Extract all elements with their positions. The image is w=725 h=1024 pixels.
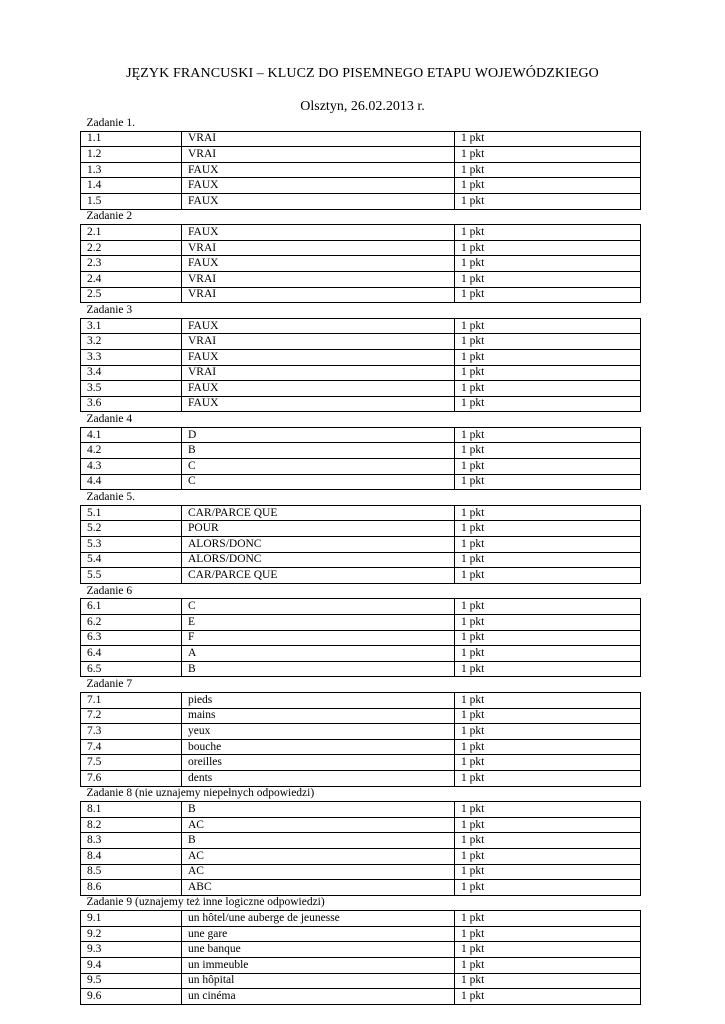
item-number-cell: 7.3: [81, 724, 182, 740]
answer-cell: FAUX: [182, 178, 455, 194]
task-header: Zadanie 3: [86, 303, 133, 316]
points-cell: 1 pkt: [455, 334, 641, 350]
item-number-cell: 2.3: [81, 256, 182, 272]
item-number-cell: 3.3: [81, 349, 182, 365]
answer-cell: mains: [182, 708, 455, 724]
points-cell: 1 pkt: [455, 396, 641, 412]
task-header: Zadanie 2: [86, 210, 133, 223]
answer-cell: B: [182, 833, 455, 849]
item-number-cell: 9.1: [81, 911, 182, 927]
item-number-cell: 9.3: [81, 942, 182, 958]
answer-cell: C: [182, 474, 455, 490]
item-number-cell: 6.3: [81, 630, 182, 646]
table-row: [81, 615, 641, 631]
table-row: [81, 802, 641, 818]
points-cell: 1 pkt: [455, 505, 641, 521]
item-number-cell: 1.4: [81, 178, 182, 194]
points-cell: 1 pkt: [455, 240, 641, 256]
points-cell: 1 pkt: [455, 271, 641, 287]
item-number-cell: 7.4: [81, 739, 182, 755]
answer-cell: FAUX: [182, 256, 455, 272]
table-row: [81, 880, 641, 896]
answer-cell: E: [182, 615, 455, 631]
answer-cell: D: [182, 427, 455, 443]
answer-cell: yeux: [182, 724, 455, 740]
task-header: Zadanie 8 (nie uznajemy niepełnych odpowiedzi): [86, 787, 315, 800]
table-row: [81, 833, 641, 849]
answer-cell: FAUX: [182, 162, 455, 178]
table-row: [81, 271, 641, 287]
points-cell: 1 pkt: [455, 989, 641, 1005]
item-number-cell: 8.5: [81, 864, 182, 880]
points-cell: 1 pkt: [455, 427, 641, 443]
answer-cell: un hôtel/une auberge de jeunesse: [182, 911, 455, 927]
table-row: [81, 349, 641, 365]
table-row: [81, 537, 641, 553]
points-cell: 1 pkt: [455, 381, 641, 397]
answer-cell: VRAI: [182, 147, 455, 163]
table-row: [81, 381, 641, 397]
task-header: Zadanie 4: [86, 413, 133, 426]
table-row: [81, 661, 641, 677]
table-row: [81, 599, 641, 615]
answer-cell: FAUX: [182, 193, 455, 209]
item-number-cell: 2.4: [81, 271, 182, 287]
points-cell: 1 pkt: [455, 630, 641, 646]
answer-cell: VRAI: [182, 287, 455, 303]
item-number-cell: 4.4: [81, 474, 182, 490]
answer-cell: B: [182, 802, 455, 818]
points-cell: 1 pkt: [455, 287, 641, 303]
item-number-cell: 2.1: [81, 225, 182, 241]
answer-cell: F: [182, 630, 455, 646]
points-cell: 1 pkt: [455, 178, 641, 194]
points-cell: 1 pkt: [455, 599, 641, 615]
points-cell: 1 pkt: [455, 147, 641, 163]
points-cell: 1 pkt: [455, 833, 641, 849]
table-row: [81, 973, 641, 989]
answer-cell: FAUX: [182, 396, 455, 412]
item-number-cell: 3.5: [81, 381, 182, 397]
table-row: [81, 131, 641, 147]
points-cell: 1 pkt: [455, 817, 641, 833]
item-number-cell: 8.4: [81, 848, 182, 864]
table-row: [81, 770, 641, 786]
points-cell: 1 pkt: [455, 958, 641, 974]
answer-cell: un hôpital: [182, 973, 455, 989]
table-row: [81, 911, 641, 927]
table-row: [81, 692, 641, 708]
item-number-cell: 6.5: [81, 661, 182, 677]
document-date: Olsztyn, 26.02.2013 r.: [300, 99, 425, 114]
item-number-cell: 8.1: [81, 802, 182, 818]
item-number-cell: 5.3: [81, 537, 182, 553]
task-header: Zadanie 7: [86, 678, 133, 691]
answer-cell: VRAI: [182, 334, 455, 350]
task-header-row: [81, 895, 641, 911]
task-header: Zadanie 6: [86, 584, 133, 597]
answer-cell: C: [182, 459, 455, 475]
table-row: [81, 147, 641, 163]
table-row: [81, 739, 641, 755]
task-header: Zadanie 1.: [86, 116, 136, 129]
item-number-cell: 3.4: [81, 365, 182, 381]
table-row: [81, 178, 641, 194]
item-number-cell: 1.1: [81, 131, 182, 147]
item-number-cell: 7.5: [81, 755, 182, 771]
item-number-cell: 6.4: [81, 646, 182, 662]
answer-cell: B: [182, 661, 455, 677]
points-cell: 1 pkt: [455, 864, 641, 880]
points-cell: 1 pkt: [455, 365, 641, 381]
points-cell: 1 pkt: [455, 193, 641, 209]
item-number-cell: 5.4: [81, 552, 182, 568]
answer-cell: une banque: [182, 942, 455, 958]
table-row: [81, 926, 641, 942]
item-number-cell: 5.2: [81, 521, 182, 537]
table-row: [81, 568, 641, 584]
task-header: Zadanie 9 (uznajemy też inne logiczne odpowiedzi): [86, 896, 325, 909]
table-row: [81, 942, 641, 958]
item-number-cell: 7.6: [81, 770, 182, 786]
table-row: [81, 396, 641, 412]
table-row: [81, 427, 641, 443]
answer-cell: C: [182, 599, 455, 615]
answer-cell: B: [182, 443, 455, 459]
table-row: [81, 365, 641, 381]
answer-cell: VRAI: [182, 365, 455, 381]
answer-cell: FAUX: [182, 381, 455, 397]
item-number-cell: 4.2: [81, 443, 182, 459]
answer-cell: ALORS/DONC: [182, 552, 455, 568]
answer-cell: un immeuble: [182, 958, 455, 974]
item-number-cell: 8.2: [81, 817, 182, 833]
table-row: [81, 958, 641, 974]
points-cell: 1 pkt: [455, 568, 641, 584]
answer-cell: oreilles: [182, 755, 455, 771]
table-row: [81, 443, 641, 459]
answer-cell: VRAI: [182, 131, 455, 147]
item-number-cell: 3.1: [81, 318, 182, 334]
item-number-cell: 3.6: [81, 396, 182, 412]
table-row: [81, 334, 641, 350]
task-header-row: [81, 677, 641, 693]
table-row: [81, 521, 641, 537]
points-cell: 1 pkt: [455, 848, 641, 864]
item-number-cell: 6.1: [81, 599, 182, 615]
points-cell: 1 pkt: [455, 615, 641, 631]
answer-cell: FAUX: [182, 318, 455, 334]
item-number-cell: 1.5: [81, 193, 182, 209]
item-number-cell: 4.3: [81, 459, 182, 475]
points-cell: 1 pkt: [455, 755, 641, 771]
table-row: [81, 256, 641, 272]
task-header: Zadanie 5.: [86, 491, 136, 504]
answer-cell: VRAI: [182, 240, 455, 256]
table-row: [81, 552, 641, 568]
table-row: [81, 755, 641, 771]
points-cell: 1 pkt: [455, 926, 641, 942]
document-title: JĘZYK FRANCUSKI – KLUCZ DO PISEMNEGO ETAPU WOJEWÓDZKIEGO: [126, 66, 599, 81]
answer-key-body: [81, 116, 641, 1004]
item-number-cell: 9.6: [81, 989, 182, 1005]
points-cell: 1 pkt: [455, 318, 641, 334]
answer-cell: POUR: [182, 521, 455, 537]
answer-key-table: [80, 116, 641, 1005]
answer-cell: bouche: [182, 739, 455, 755]
table-row: [81, 864, 641, 880]
table-row: [81, 474, 641, 490]
answer-cell: AC: [182, 817, 455, 833]
answer-cell: VRAI: [182, 271, 455, 287]
table-row: [81, 505, 641, 521]
item-number-cell: 1.3: [81, 162, 182, 178]
points-cell: 1 pkt: [455, 770, 641, 786]
answer-cell: A: [182, 646, 455, 662]
item-number-cell: 2.5: [81, 287, 182, 303]
table-row: [81, 162, 641, 178]
item-number-cell: 4.1: [81, 427, 182, 443]
table-row: [81, 225, 641, 241]
answer-cell: un cinéma: [182, 989, 455, 1005]
points-cell: 1 pkt: [455, 646, 641, 662]
points-cell: 1 pkt: [455, 739, 641, 755]
table-row: [81, 287, 641, 303]
item-number-cell: 8.6: [81, 880, 182, 896]
points-cell: 1 pkt: [455, 131, 641, 147]
points-cell: 1 pkt: [455, 521, 641, 537]
item-number-cell: 3.2: [81, 334, 182, 350]
points-cell: 1 pkt: [455, 459, 641, 475]
task-header-row: [81, 490, 641, 506]
points-cell: 1 pkt: [455, 225, 641, 241]
task-header-row: [81, 412, 641, 428]
points-cell: 1 pkt: [455, 349, 641, 365]
table-row: [81, 646, 641, 662]
answer-cell: ABC: [182, 880, 455, 896]
task-header-row: [81, 303, 641, 319]
points-cell: 1 pkt: [455, 692, 641, 708]
answer-cell: dents: [182, 770, 455, 786]
table-row: [81, 459, 641, 475]
item-number-cell: 2.2: [81, 240, 182, 256]
task-header-row: [81, 116, 641, 131]
item-number-cell: 8.3: [81, 833, 182, 849]
answer-cell: une gare: [182, 926, 455, 942]
points-cell: 1 pkt: [455, 942, 641, 958]
item-number-cell: 5.1: [81, 505, 182, 521]
answer-cell: AC: [182, 848, 455, 864]
table-row: [81, 193, 641, 209]
points-cell: 1 pkt: [455, 661, 641, 677]
item-number-cell: 5.5: [81, 568, 182, 584]
table-row: [81, 848, 641, 864]
answer-cell: CAR/PARCE QUE: [182, 568, 455, 584]
task-header-row: [81, 786, 641, 802]
points-cell: 1 pkt: [455, 911, 641, 927]
answer-cell: FAUX: [182, 349, 455, 365]
points-cell: 1 pkt: [455, 708, 641, 724]
item-number-cell: 7.2: [81, 708, 182, 724]
points-cell: 1 pkt: [455, 552, 641, 568]
points-cell: 1 pkt: [455, 474, 641, 490]
answer-cell: CAR/PARCE QUE: [182, 505, 455, 521]
table-row: [81, 240, 641, 256]
answer-cell: ALORS/DONC: [182, 537, 455, 553]
answer-cell: AC: [182, 864, 455, 880]
points-cell: 1 pkt: [455, 537, 641, 553]
table-row: [81, 724, 641, 740]
points-cell: 1 pkt: [455, 973, 641, 989]
points-cell: 1 pkt: [455, 880, 641, 896]
task-header-row: [81, 583, 641, 599]
table-row: [81, 817, 641, 833]
answer-cell: FAUX: [182, 225, 455, 241]
table-row: [81, 989, 641, 1005]
table-row: [81, 630, 641, 646]
points-cell: 1 pkt: [455, 802, 641, 818]
answer-cell: pieds: [182, 692, 455, 708]
table-row: [81, 708, 641, 724]
item-number-cell: 9.2: [81, 926, 182, 942]
item-number-cell: 6.2: [81, 615, 182, 631]
task-header-row: [81, 209, 641, 225]
item-number-cell: 9.5: [81, 973, 182, 989]
points-cell: 1 pkt: [455, 162, 641, 178]
points-cell: 1 pkt: [455, 724, 641, 740]
item-number-cell: 7.1: [81, 692, 182, 708]
item-number-cell: 1.2: [81, 147, 182, 163]
points-cell: 1 pkt: [455, 443, 641, 459]
points-cell: 1 pkt: [455, 256, 641, 272]
item-number-cell: 9.4: [81, 958, 182, 974]
table-row: [81, 318, 641, 334]
